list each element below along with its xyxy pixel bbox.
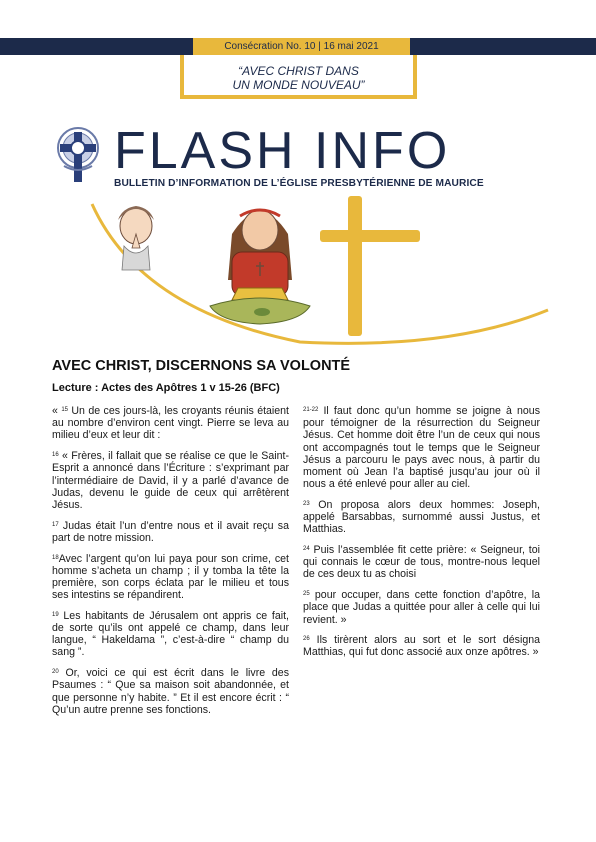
motto-line-1: “AVEC CHRIST DANS [238,64,359,78]
praying-child-icon [118,206,154,270]
text-column-2 [303,405,540,667]
verse: $^{25}$ pour occuper, dans cette fonction d’apôtre, la place que Judas a quittée pour aller à celle qui lui revient. » [303,589,540,626]
masthead-title: FLASH INFO [114,122,451,180]
verse: $^{17}$ Judas était l’un d’entre nous et il avait reçu sa part de notre mission. [52,519,289,544]
church-logo-icon [50,124,106,186]
article-title: AVEC CHRIST, DISCERNONS SA VOLONTÉ [52,358,351,374]
text-column-1 [52,405,289,724]
verse: $^{24}$ Puis l’assemblée fit cette prière: « Seigneur, toi qui connais le cœur de tous, montre-nous lequel de ces deux tu as choisi [303,544,540,581]
verse: « $^{15}$ Un de ces jours-là, les croyants réunis étaient au nombre d’environ cent vingt. Pierre se leva au milieu d’eux et leur dit : [52,405,289,442]
verse: $^{23}$ On proposa alors deux hommes: Joseph, appelé Barsabbas, surnommé aussi Justus, et Matthias. [303,498,540,536]
issue-label: Consécration No. 10 | 16 mai 2021 [193,38,410,55]
verse: $^{20}$ Or, voici ce qui est écrit dans le livre des Psaumes : “ Que sa maison soit abandonnée, et que personne n’y habite. ” Et il est encore écrit : “ Qu’un autre prenne ses fonctions. [52,667,289,716]
verse: $^{16}$ « Frères, il fallait que se réalise ce que le Saint-Esprit a annoncé dans l’Écriture : s’exprimant par l’intermédiaire de David, il y a parlé d’avance de Judas, devenu le guide de ceux qui arrêtèrent Jésus. [52,450,289,511]
masthead-subtitle: BULLETIN D’INFORMATION DE L’ÉGLISE PRESBYTÉRIENNE DE MAURICE [114,178,484,189]
verse: $^{19}$ Les habitants de Jérusalem ont appris ce fait, de sorte qu’ils ont appelé ce champ, dans leur langue, “ Hakeldama ”, c’est-à-dire “ champ du sang ”. [52,609,289,659]
verse: $^{18}$Avec l’argent qu’on lui paya pour son crime, cet homme s’acheta un champ ; il y tomba la tête la première, son corps éclata par le milieu et tous ses intestins se répandirent. [52,552,289,602]
illustration [0,190,596,350]
article-reference: Lecture : Actes des Apôtres 1 v 15-26 (BFC) [52,382,280,394]
gold-arc [92,204,548,343]
reading-girl-icon [210,210,310,324]
verse: $^{21-22}$ Il faut donc qu’un homme se joigne à nous pour témoigner de la résurrection du Seigneur Jésus. Cet homme doit être l’un de ceux qui nous ont accompagnés tout le temps que le Seigneur Jésus a parcouru le pays avec nous, à partir du moment où Jean l’a baptisé jusqu’au jour où il nous a été enlevé pour aller au ciel. [303,405,540,491]
verse: $^{26}$ Ils tirèrent alors au sort et le sort désigna Matthias, qui fut donc associé aux onze apôtres. » [303,634,540,659]
motto-line-2: UN MONDE NOUVEAU” [232,78,365,92]
cross-icon [320,196,420,336]
motto [180,64,417,92]
